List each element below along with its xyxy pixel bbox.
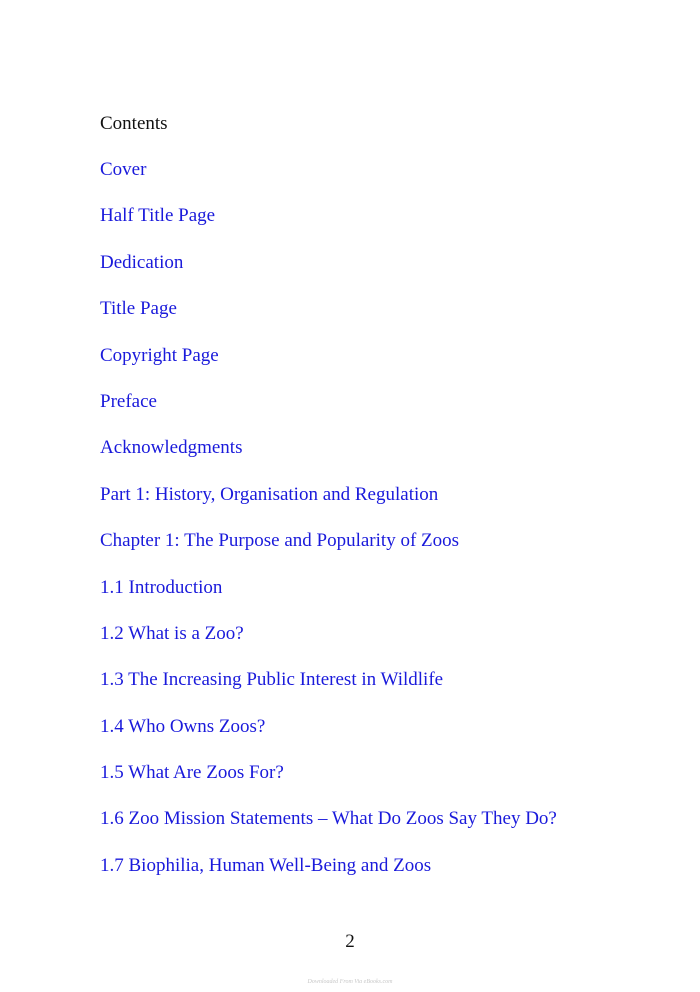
toc-item-copyright-page — [100, 344, 557, 390]
toc-link-cover[interactable]: Cover — [100, 159, 147, 180]
page-number: 2 — [345, 931, 355, 952]
toc-item-preface — [100, 390, 557, 436]
toc-item-acknowledgments — [100, 436, 557, 482]
toc-item-section-1-3 — [100, 668, 557, 714]
toc-item-dedication — [100, 251, 557, 297]
toc-link-chapter-1[interactable]: Chapter 1: The Purpose and Popularity of Zoos — [100, 530, 460, 552]
toc-link-copyright-page[interactable]: Copyright Page — [100, 344, 219, 366]
toc-link-section-1-2[interactable]: 1.2 What is a Zoo? — [100, 622, 244, 644]
toc-link-part-1[interactable]: Part 1: History, Organisation and Regulation — [100, 483, 439, 505]
table-of-contents — [100, 158, 557, 900]
toc-link-half-title-page[interactable]: Half Title Page — [100, 205, 216, 227]
toc-item-cover — [100, 158, 557, 204]
download-watermark: Downloaded From Via eBooks.com — [307, 979, 393, 985]
toc-link-title-page[interactable]: Title Page — [100, 298, 177, 320]
toc-item-chapter-1 — [100, 529, 557, 575]
toc-item-section-1-4 — [100, 715, 557, 761]
toc-item-section-1-6 — [100, 807, 557, 853]
toc-link-section-1-3[interactable]: 1.3 The Increasing Public Interest in Wildlife — [100, 669, 444, 691]
toc-link-section-1-7[interactable]: 1.7 Biophilia, Human Well-Being and Zoos — [100, 854, 432, 876]
toc-item-title-page — [100, 297, 557, 343]
toc-link-section-1-5[interactable]: 1.5 What Are Zoos For? — [100, 762, 284, 784]
toc-item-half-title-page — [100, 204, 557, 250]
toc-item-part-1 — [100, 483, 557, 529]
contents-heading: Contents — [100, 113, 168, 134]
toc-link-section-1-6[interactable]: 1.6 Zoo Mission Statements – What Do Zoos Say They Do? — [100, 808, 557, 830]
toc-item-section-1-1 — [100, 576, 557, 622]
toc-link-acknowledgments[interactable]: Acknowledgments — [100, 437, 243, 459]
toc-item-section-1-7 — [100, 854, 557, 900]
toc-link-preface[interactable]: Preface — [100, 390, 157, 412]
toc-link-section-1-1[interactable]: 1.1 Introduction — [100, 576, 223, 598]
toc-link-dedication[interactable]: Dedication — [100, 251, 184, 273]
toc-item-section-1-2 — [100, 622, 557, 668]
toc-link-section-1-4[interactable]: 1.4 Who Owns Zoos? — [100, 715, 266, 737]
toc-item-section-1-5 — [100, 761, 557, 807]
